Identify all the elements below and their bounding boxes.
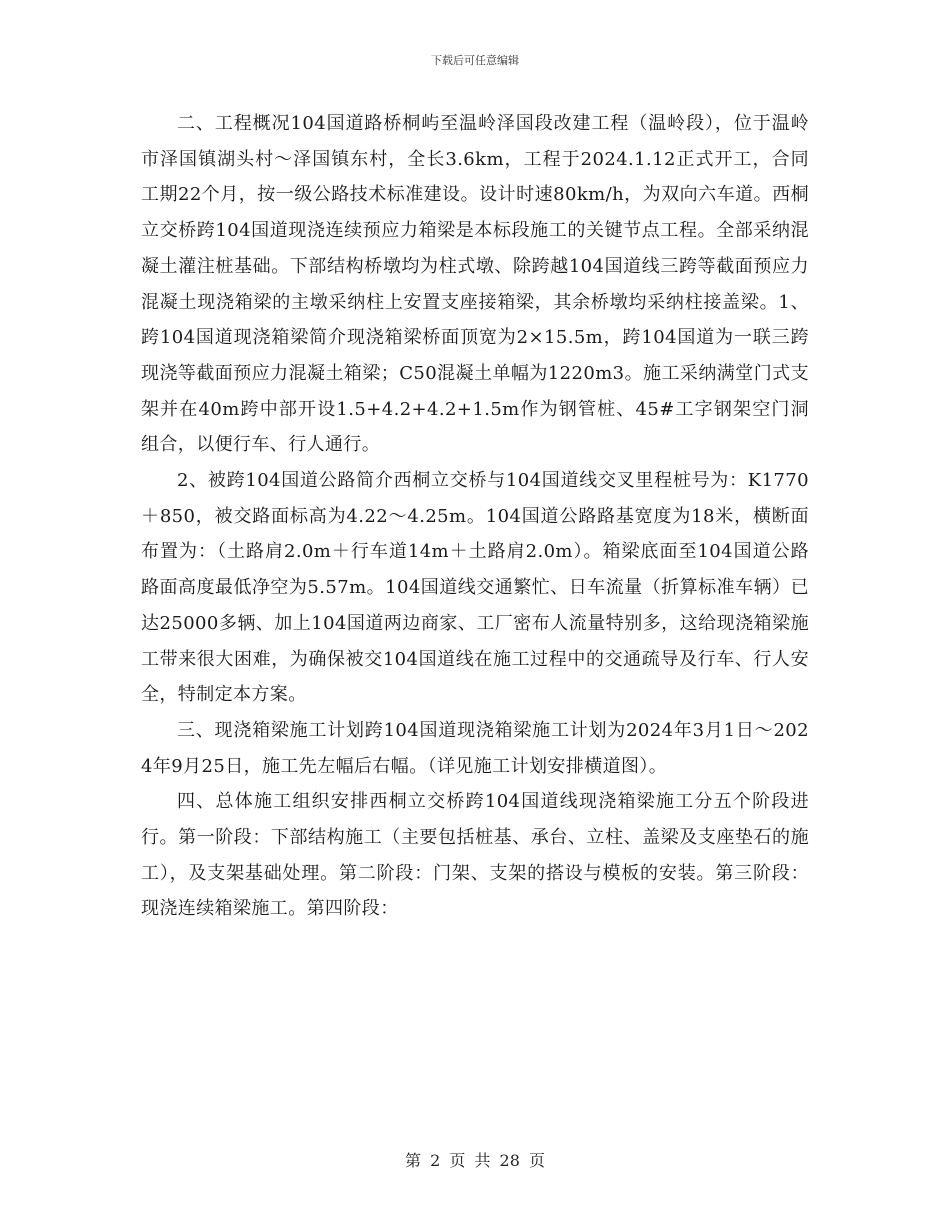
paragraph-project-overview: 二、工程概况104国道路桥桐屿至温岭泽国段改建工程（温岭段），位于温岭市泽国镇湖头村～泽国镇东村，全长3.6km，工程于2024.1.12正式开工，合同工期22个月，按一级公路技术标准建设。设计时速80km/h，为双向六车道。西桐立交桥跨104国道现浇连续预应力箱梁是本标段施工的关键节点工程。全部采纳混凝土灌注桩基础。下部结构桥墩均为柱式墩、除跨越104国道线三跨等截面预应力混凝土现浇箱梁的主墩采纳柱上安置支座接箱梁，其余桥墩均采纳柱接盖梁。1、跨104国道现浇箱梁简介现浇箱梁桥面顶宽为2×15.5m，跨104国道为一联三跨现浇等截面预应力混凝土箱梁；C50混凝土单幅为1220m3。施工采纳满堂门式支架并在40m跨中部开设1.5+4.2+4.2+1.5m作为钢管桩、45#工字钢架空门洞组合，以便行车、行人通行。 bbox=[141, 113, 809, 456]
paragraph-construction-plan: 三、现浇箱梁施工计划跨104国道现浇箱梁施工计划为2024年3月1日～2024年9月25日，施工先左幅后右幅。（详见施工计划安排横道图）。 bbox=[141, 719, 809, 777]
page-number: 第 2 页 共 28 页 bbox=[405, 1151, 545, 1170]
page-header: 下载后可任意编辑 bbox=[431, 54, 519, 67]
paragraph-road-intro: 2、被跨104国道公路简介西桐立交桥与104国道线交叉里程桩号为：K1770＋850，被交路面标高为4.22～4.25m。104国道公路路基宽度为18米，横断面布置为：（土路肩2.0m＋行车道14m＋土路肩2.0m）。箱梁底面至104国道公路路面高度最低净空为5.57m。104国道线交通繁忙、日车流量（折算标准车辆）已达25000多辆、加上104国道两边商家、工厂密布人流量特别多，这给现浇箱梁施工带来很大困难，为确保被交104国道线在施工过程中的交通疏导及行车、行人安全，特制定本方案。 bbox=[141, 470, 809, 706]
paragraph-organization: 四、总体施工组织安排西桐立交桥跨104国道线现浇箱梁施工分五个阶段进行。第一阶段：下部结构施工（主要包括桩基、承台、立柱、盖梁及支座垫石的施工），及支架基础处理。第二阶段：门架、支架的搭设与模板的安装。第三阶段：现浇连续箱梁施工。第四阶段： bbox=[141, 791, 809, 920]
document-body bbox=[141, 106, 809, 927]
